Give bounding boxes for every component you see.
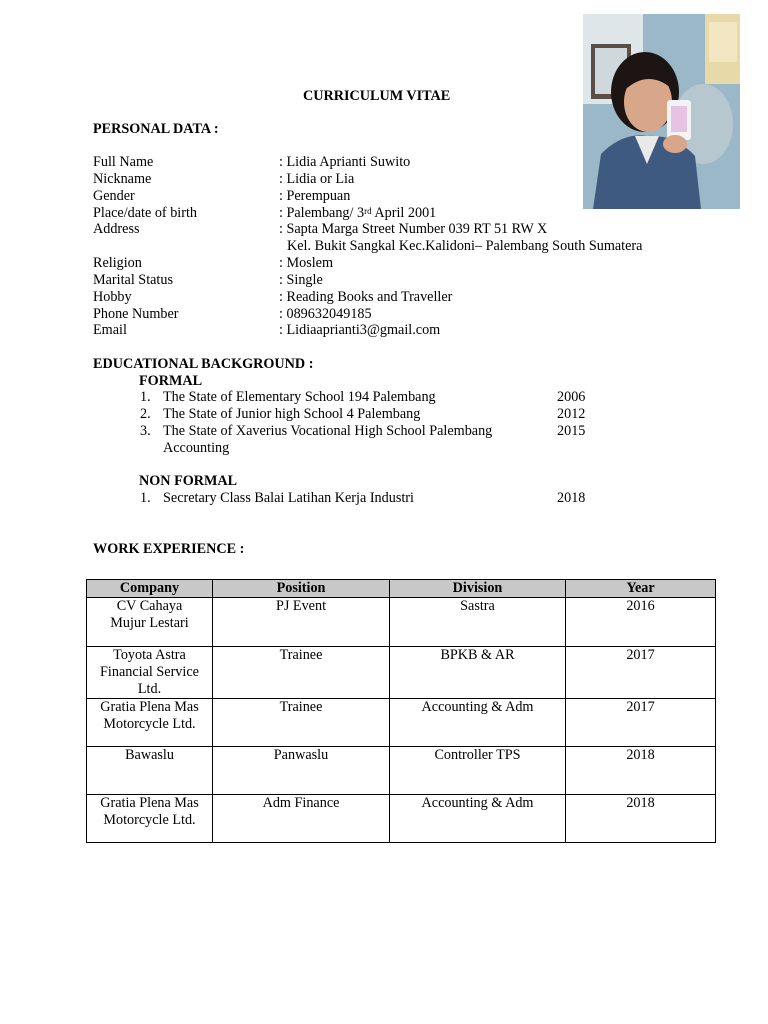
personal-row-gender: [93, 188, 713, 205]
field-label: Phone Number: [93, 306, 179, 322]
personal-data-heading: PERSONAL DATA :: [93, 121, 219, 137]
formal-item: 3. The State of Xaverius Vocational High School Palembang 2015 Accounting: [140, 423, 586, 456]
table-row: [87, 598, 716, 647]
field-value: : Lidiaaprianti3@gmail.com: [279, 322, 441, 338]
field-value: : Lidia Aprianti Suwito: [279, 154, 411, 170]
table-row: [87, 647, 716, 699]
formal-item: 1. The State of Elementary School 194 Palembang 2006: [140, 389, 586, 405]
field-label: Religion: [93, 255, 142, 271]
personal-row-hobby: [93, 289, 713, 306]
personal-row-birth: [93, 205, 713, 222]
division-cell: Sastra: [390, 598, 566, 647]
position-cell: Panwaslu: [213, 747, 390, 795]
document-title: CURRICULUM VITAE: [303, 88, 451, 104]
company-cell: Bawaslu: [87, 747, 213, 795]
division-cell: Accounting & Adm: [390, 699, 566, 747]
year-cell: 2018: [566, 795, 716, 843]
nonformal-item: 1. Secretary Class Balai Latihan Kerja Industri 2018: [140, 490, 586, 506]
field-label: Marital Status: [93, 272, 173, 288]
table-header-row: [87, 580, 716, 598]
field-label: Hobby: [93, 289, 132, 305]
company-cell: Gratia Plena Mas Motorcycle Ltd.: [87, 699, 213, 747]
column-header-company: Company: [87, 580, 213, 598]
column-header-division: Division: [390, 580, 566, 598]
division-cell: Controller TPS: [390, 747, 566, 795]
company-cell: Gratia Plena Mas Motorcycle Ltd.: [87, 795, 213, 843]
work-experience-table: [86, 579, 716, 843]
table-row: [87, 795, 716, 843]
column-header-position: Position: [213, 580, 390, 598]
field-value: : Sapta Marga Street Number 039 RT 51 RW X: [279, 221, 548, 237]
field-label: Nickname: [93, 171, 152, 187]
personal-row-phone: [93, 306, 713, 323]
year-cell: 2018: [566, 747, 716, 795]
personal-row-email: [93, 322, 713, 339]
field-value: : Reading Books and Traveller: [279, 289, 453, 305]
field-value: : Perempuan: [279, 188, 351, 204]
field-label: Place/date of birth: [93, 205, 198, 221]
field-value: : Moslem: [279, 255, 333, 271]
field-value: : 089632049185: [279, 306, 372, 322]
position-cell: Trainee: [213, 699, 390, 747]
year-cell: 2017: [566, 647, 716, 699]
personal-row-nickname: [93, 171, 713, 188]
formal-item: 2. The State of Junior high School 4 Palembang 2012: [140, 406, 586, 422]
position-cell: PJ Event: [213, 598, 390, 647]
formal-heading: FORMAL: [139, 373, 203, 389]
division-cell: Accounting & Adm: [390, 795, 566, 843]
nonformal-heading: NON FORMAL: [139, 473, 238, 489]
position-cell: Trainee: [213, 647, 390, 699]
company-cell: CV Cahaya Mujur Lestari: [87, 598, 213, 647]
field-value-line2: Kel. Bukit Sangkal Kec.Kalidoni– Palembang South Sumatera: [287, 238, 643, 254]
education-heading: EDUCATIONAL BACKGROUND :: [93, 356, 314, 372]
division-cell: BPKB & AR: [390, 647, 566, 699]
position-cell: Adm Finance: [213, 795, 390, 843]
table-row: [87, 747, 716, 795]
field-label: Gender: [93, 188, 135, 204]
field-value: : Single: [279, 272, 323, 288]
field-label: Address: [93, 221, 140, 237]
personal-row-address: [93, 221, 713, 255]
field-value: : Lidia or Lia: [279, 171, 355, 187]
personal-row-religion: [93, 255, 713, 272]
year-cell: 2016: [566, 598, 716, 647]
year-cell: 2017: [566, 699, 716, 747]
personal-row-full-name: [93, 154, 713, 171]
field-label: Full Name: [93, 154, 154, 170]
personal-row-marital: [93, 272, 713, 289]
work-heading: WORK EXPERIENCE :: [93, 541, 245, 557]
field-value: : Palembang/ 3rd April 2001: [279, 205, 437, 221]
column-header-year: Year: [566, 580, 716, 598]
table-row: [87, 699, 716, 747]
field-label: Email: [93, 322, 127, 338]
company-cell: Toyota Astra Financial Service Ltd.: [87, 647, 213, 699]
